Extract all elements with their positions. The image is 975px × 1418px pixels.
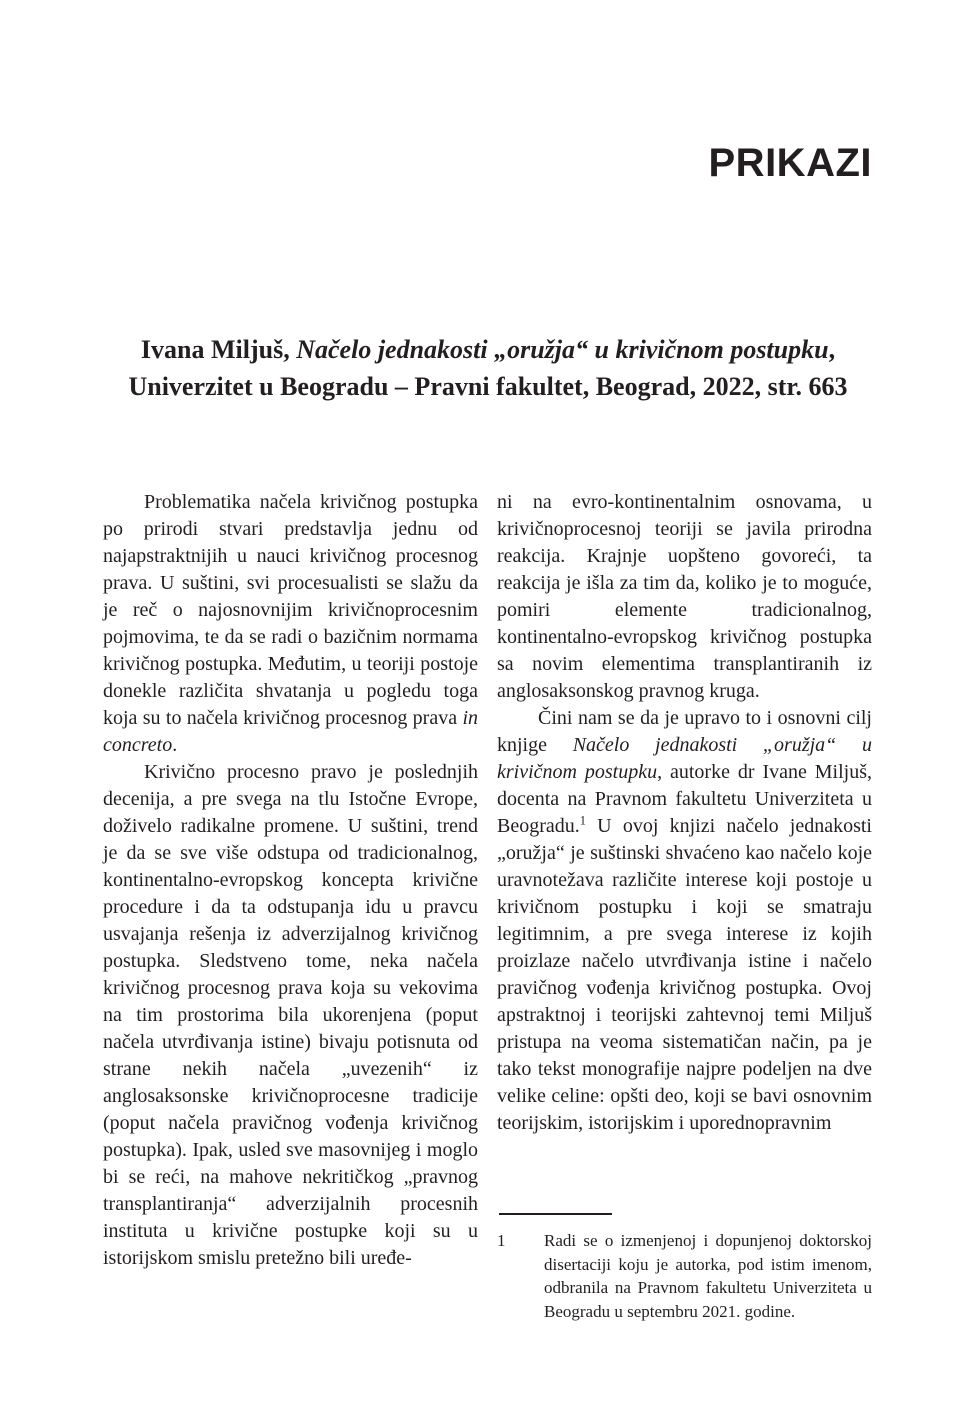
- footnote-marker: 1: [497, 1231, 506, 1250]
- text-segment: , Univerzitet u Beogradu – Pravni fakultet, Beograd, 2022, str. 663: [128, 335, 848, 401]
- footnote-area: [497, 1205, 872, 1323]
- paragraph: [103, 759, 478, 1272]
- text-segment: in concreto: [103, 707, 478, 756]
- text-segment: Čini nam se da je upravo to i osnovni cilj knjige: [497, 707, 872, 756]
- text-segment: Krivično procesno pravo je poslednjih decenija, a pre svega na tlu Istočne Evrope, doživelo radikalne promene. U suštini, trend je da se sve više odstupa od tradicionalnog, kontinentalno-evropskog koncepta krivične procedure i da ta odstupanja idu u pravcu usvajanja rešenja iz adverzijalnog krivičnog postupka. Sledstveno tome, neka načela krivičnog procesnog prava koja su vekovima na tim prostorima bila ukorenjena (poput načela utvrđivanja istine) bivaju potisnuta od strane nekih načela „uvezenih“ iz anglosaksonske krivičnoprocesne tradicije (poput načela pravičnog vođenja krivičnog postupka). Ipak, usled sve masovnijeg i moglo bi se reći, na mahove nekritičkog „pravnog transplantiranja“ adverzijalnih procesnih instituta u krivične postupke koji su u istorijskom smislu pretežno bili uređe-: [103, 761, 478, 1269]
- footnote: [497, 1229, 872, 1323]
- text-segment: Problematika načela krivičnog postupka po prirodi stvari predstavlja jednu od najapstraktnijih u nauci krivičnog procesnog prava. U suštini, svi procesualisti se slažu da je reč o najosnovnijim krivičnoprocesnim pojmovima, te da se radi o bazičnim normama krivičnog postupka. Međutim, u teoriji postoje donekle različita shvatanja u pogledu toga koja su to načela krivičnog procesnog prava: [103, 491, 478, 729]
- text-segment: Načelo jednakosti „oružja“ u krivičnom postupku: [296, 335, 829, 364]
- text-column-right: [497, 489, 872, 1137]
- text-segment: , autorke dr Ivane Miljuš, docenta na Pravnom fakultetu Univerziteta u Beogradu.: [497, 761, 872, 837]
- text-segment: ni na evro-kontinentalnim osnovama, u krivičnoprocesnoj teoriji se javila prirodna reakcija. Krajnje uopšteno govoreći, ta reakcija je išla za tim da, koliko je to moguće, pomiri elemente tradicionalnog, kontinentalno-evropskog krivičnog postupka sa novim elementima transplantiranih iz anglosaksonskog pravnog kruga.: [497, 491, 872, 702]
- section-heading: PRIKAZI: [708, 141, 872, 185]
- paragraph: [497, 705, 872, 1137]
- footnote-divider: [499, 1213, 612, 1215]
- paragraph: [103, 489, 478, 759]
- footnote-ref: 1: [579, 813, 586, 828]
- article-title: [118, 331, 858, 405]
- text-segment: Načelo jednakosti „oružja“ u krivičnom postupku: [497, 734, 872, 783]
- text-column-left: [103, 489, 478, 1272]
- paragraph: [497, 489, 872, 705]
- text-segment: .: [172, 734, 178, 756]
- text-segment: Ivana Miljuš,: [140, 335, 297, 364]
- footnote-text: Radi se o izmenjenoj i dopunjenoj doktorskoj disertaciji koju je autorka, pod istim imenom, odbranila na Pravnom fakultetu Univerziteta u Beogradu u septembru 2021. godine.: [544, 1231, 872, 1321]
- text-segment: U ovoj knjizi načelo jednakosti „oružja“ je suštinski shvaćeno kao načelo koje uravnotežava različite interese koji postoje u krivičnom postupku i koji se smatraju legitimnim, a pre svega interese iz kojih proizlaze načelo utvrđivanja istine i načelo pravičnog vođenja krivičnog postupka. Ovoj apstraktnoj i teorijski zahtevnoj temi Miljuš pristupa na veoma sistematičan način, pa je tako tekst monografije najpre podeljen na dve velike celine: opšti deo, koji se bavi osnovnim teorijskim, istorijskim i uporednopravnim: [497, 815, 872, 1134]
